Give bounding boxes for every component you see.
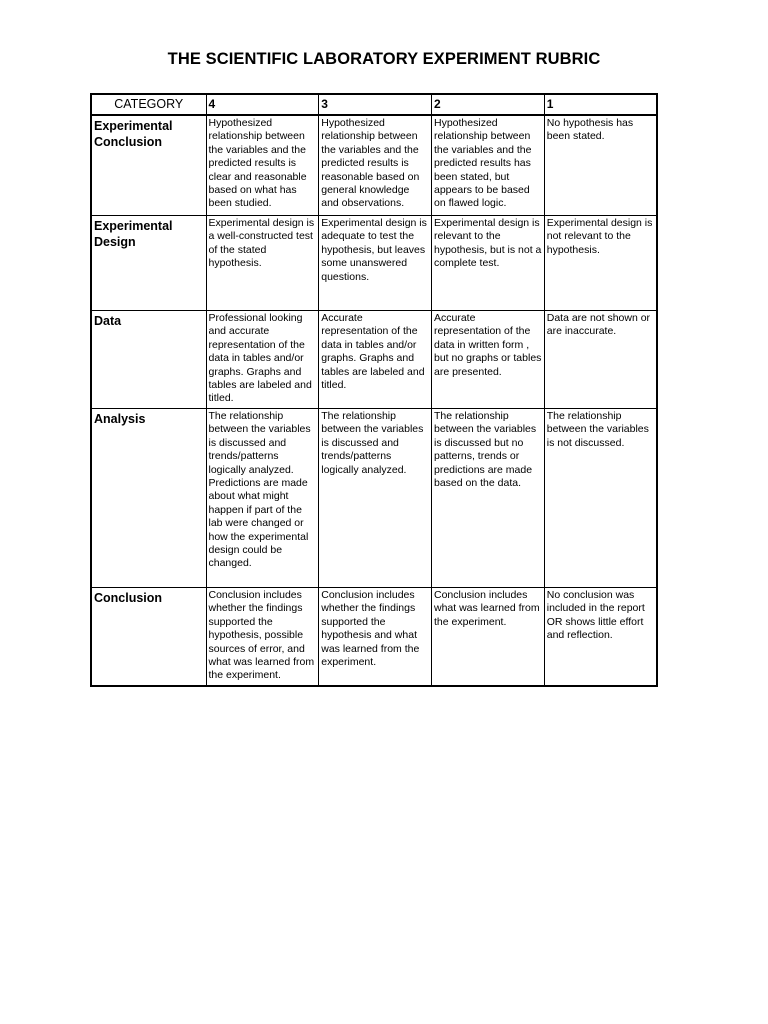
rubric-cell: The relationship between the variables is discussed and trends/patterns logically analyzed. [319, 409, 432, 588]
header-score-2: 2 [432, 94, 545, 115]
rubric-cell: Experimental design is adequate to test the hypothesis, but leaves some unanswered questions. [319, 216, 432, 311]
rubric-cell: Professional looking and accurate representation of the data in tables and/or graphs. Graphs and tables are labeled and titled. [206, 311, 319, 409]
rubric-cell: The relationship between the variables is discussed and trends/patterns logically analyzed. Predictions are made about what might happen if part of the lab were changed or how the experimental design could be changed. [206, 409, 319, 588]
rubric-cell: Accurate representation of the data in written form , but no graphs or tables are presented. [432, 311, 545, 409]
rubric-cell: Experimental design is relevant to the hypothesis, but is not a complete test. [432, 216, 545, 311]
rubric-cell: No hypothesis has been stated. [544, 115, 657, 216]
table-header-row [91, 94, 657, 115]
rubric-cell: Experimental design is not relevant to the hypothesis. [544, 216, 657, 311]
rubric-cell: Hypothesized relationship between the variables and the predicted results is reasonable based on general knowledge and observations. [319, 115, 432, 216]
header-score-4: 4 [206, 94, 319, 115]
rubric-cell: Conclusion includes whether the findings supported the hypothesis and what was learned from the experiment. [319, 588, 432, 686]
rubric-cell: Conclusion includes what was learned from the experiment. [432, 588, 545, 686]
rubric-cell: Conclusion includes whether the findings supported the hypothesis, possible sources of error, and what was learned from the experiment. [206, 588, 319, 686]
rubric-cell: The relationship between the variables is not discussed. [544, 409, 657, 588]
table-row [91, 311, 657, 409]
header-score-1: 1 [544, 94, 657, 115]
rubric-cell: Data are not shown or are inaccurate. [544, 311, 657, 409]
rubric-cell: The relationship between the variables is discussed but no patterns, trends or predictions are made based on the data. [432, 409, 545, 588]
row-category: Analysis [91, 409, 206, 588]
rubric-cell: No conclusion was included in the report OR shows little effort and reflection. [544, 588, 657, 686]
table-row [91, 115, 657, 216]
page-title: THE SCIENTIFIC LABORATORY EXPERIMENT RUBRIC [167, 50, 601, 68]
rubric-cell: Accurate representation of the data in tables and/or graphs. Graphs and tables are labeled and titled. [319, 311, 432, 409]
row-category: Experimental Design [91, 216, 206, 311]
rubric-cell: Hypothesized relationship between the variables and the predicted results is clear and reasonable based on what has been studied. [206, 115, 319, 216]
rubric-cell: Experimental design is a well-constructed test of the stated hypothesis. [206, 216, 319, 311]
rubric-table [90, 93, 658, 687]
table-row [91, 409, 657, 588]
row-category: Conclusion [91, 588, 206, 686]
rubric-cell: Hypothesized relationship between the variables and the predicted results has been stated, but appears to be based on flawed logic. [432, 115, 545, 216]
header-score-3: 3 [319, 94, 432, 115]
row-category: Experimental Conclusion [91, 115, 206, 216]
header-category: CATEGORY [91, 94, 206, 115]
table-row [91, 588, 657, 686]
table-row [91, 216, 657, 311]
row-category: Data [91, 311, 206, 409]
